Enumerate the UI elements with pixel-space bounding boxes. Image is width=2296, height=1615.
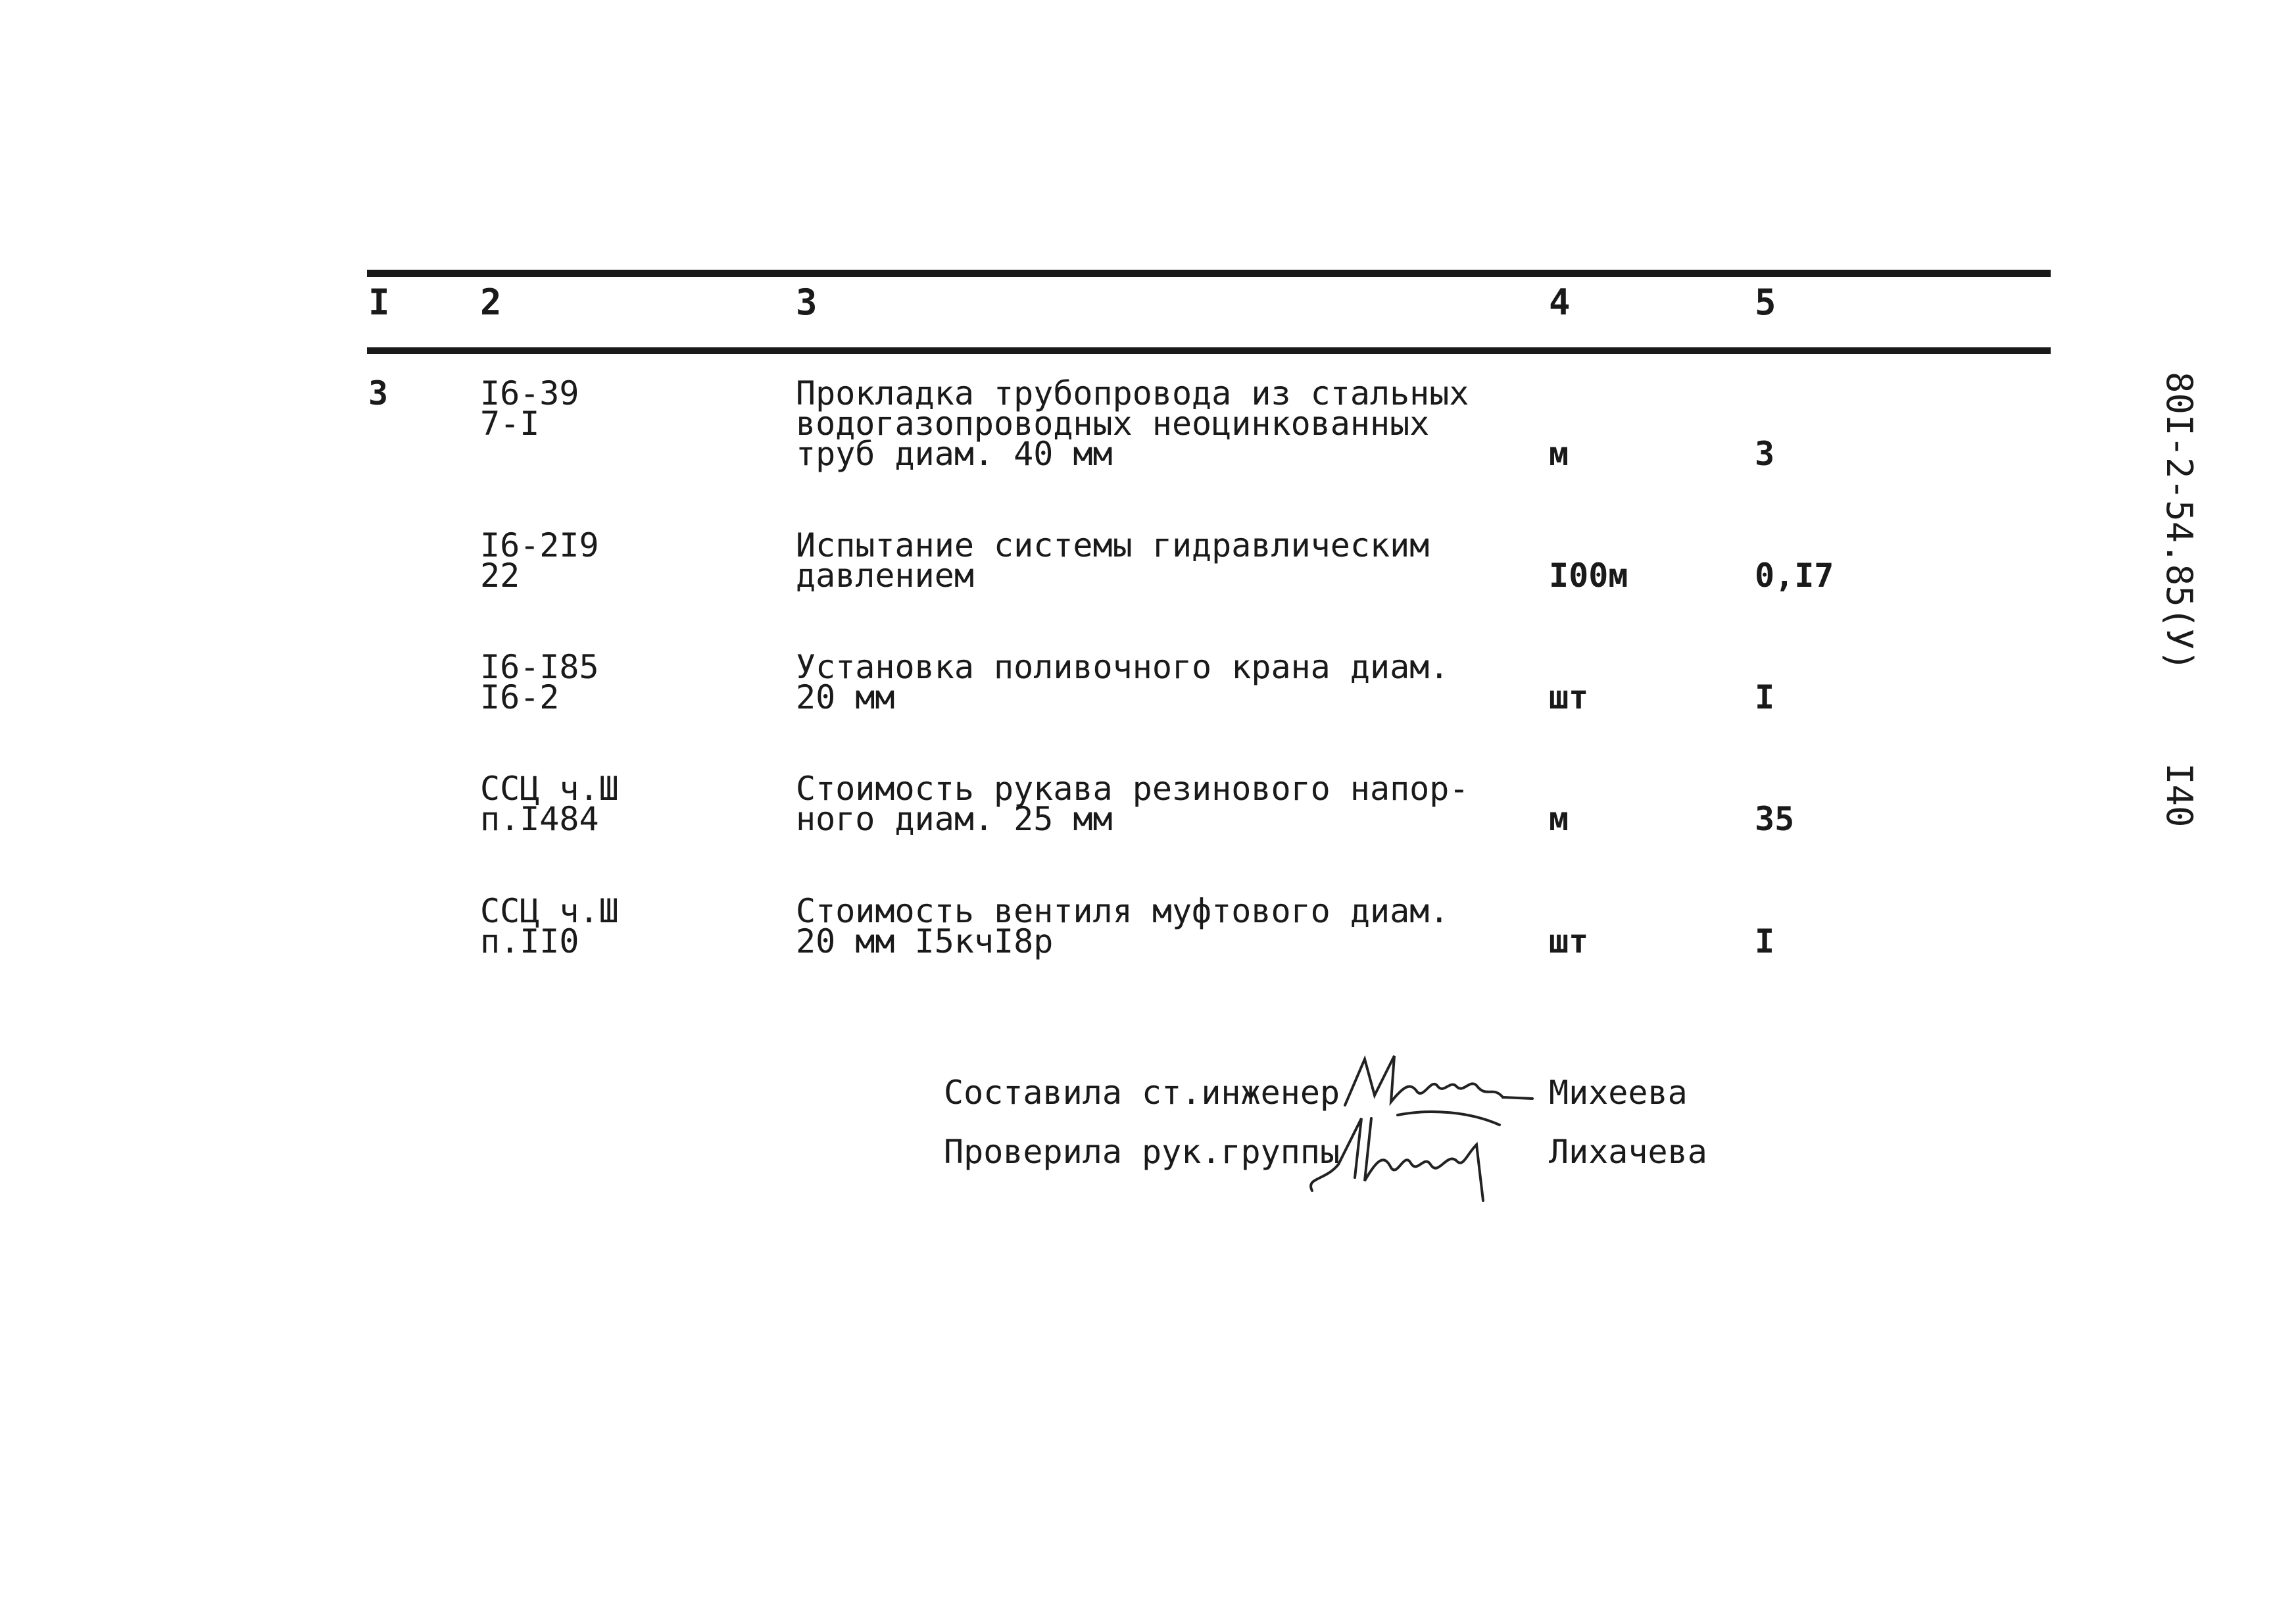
header-col-2: 2 [480,282,502,323]
work-description: Стоимость рукава резинового напор- ного диам. 25 мм [796,770,1469,838]
rate-code: I6-39 7-I [480,374,579,443]
work-description: Испытание системы гидравлическим давлением [796,526,1430,595]
quantity: 0,I7 [1755,557,1834,595]
unit: м [1549,435,1569,473]
unit: шт [1549,922,1589,960]
work-description: Установка поливочного крана диам. 20 мм [796,648,1450,716]
header-col-3: 3 [796,282,818,323]
rate-code: I6-I85 I6-2 [480,648,599,716]
rate-code: ССЦ ч.Ш п.II0 [480,892,619,960]
unit: шт [1549,678,1589,716]
header-col-4: 4 [1549,282,1571,323]
checked-by-name: Лихачева [1549,1133,1707,1171]
document-code: 80I-2-54.85(У) [2159,372,2200,672]
table-top-rule [367,270,2051,277]
checked-by-label: Проверила рук.группы [944,1133,1340,1171]
quantity: 35 [1755,800,1795,838]
rate-code: I6-2I9 22 [480,526,599,595]
checked-signature [1299,1105,1516,1204]
compiled-by-name: Михеева [1549,1074,1688,1112]
page-number: I40 [2159,763,2200,828]
quantity: I [1755,922,1775,960]
table-header-rule [367,347,2051,354]
work-description: Прокладка трубопровода из стальных водогазопроводных неоцинкованных труб диам. 40 мм [796,374,1469,473]
unit: м [1549,800,1569,838]
quantity: 3 [1755,435,1775,473]
quantity: I [1755,678,1775,716]
header-col-1: I [368,282,390,323]
compiled-by-label: Составила ст.инженер [944,1074,1340,1112]
row-number: 3 [368,374,389,412]
rate-code: ССЦ ч.Ш п.I484 [480,770,619,838]
header-col-5: 5 [1755,282,1776,323]
work-description: Стоимость вентиля муфтового диам. 20 мм I5кчI8р [796,892,1450,960]
unit: I00м [1549,557,1628,595]
